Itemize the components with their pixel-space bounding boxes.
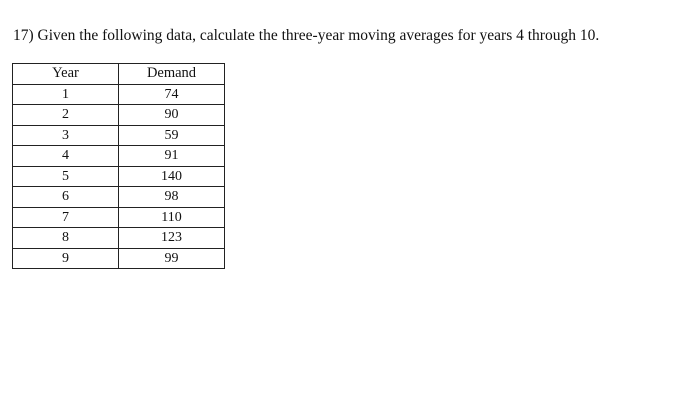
demand-cell: 98 (119, 187, 225, 208)
table-row (13, 207, 225, 228)
year-cell: 1 (13, 84, 119, 105)
demand-cell: 99 (119, 248, 225, 269)
table-row (13, 146, 225, 167)
table-row (13, 125, 225, 146)
year-cell: 7 (13, 207, 119, 228)
column-header-year: Year (13, 64, 119, 85)
year-cell: 3 (13, 125, 119, 146)
year-cell: 5 (13, 166, 119, 187)
demand-cell: 59 (119, 125, 225, 146)
year-cell: 8 (13, 228, 119, 249)
demand-cell: 110 (119, 207, 225, 228)
demand-cell: 74 (119, 84, 225, 105)
table-row (13, 228, 225, 249)
year-cell: 2 (13, 105, 119, 126)
demand-cell: 140 (119, 166, 225, 187)
table-header-row (13, 64, 225, 85)
table-row (13, 166, 225, 187)
demand-cell: 90 (119, 105, 225, 126)
table-row (13, 248, 225, 269)
year-cell: 4 (13, 146, 119, 167)
year-cell: 9 (13, 248, 119, 269)
table-row (13, 105, 225, 126)
demand-table (12, 63, 225, 269)
question-text: 17) Given the following data, calculate the three-year moving averages for years 4 through 10. (13, 27, 600, 44)
table-row (13, 187, 225, 208)
column-header-demand: Demand (119, 64, 225, 85)
year-cell: 6 (13, 187, 119, 208)
demand-cell: 123 (119, 228, 225, 249)
demand-cell: 91 (119, 146, 225, 167)
table-row (13, 84, 225, 105)
